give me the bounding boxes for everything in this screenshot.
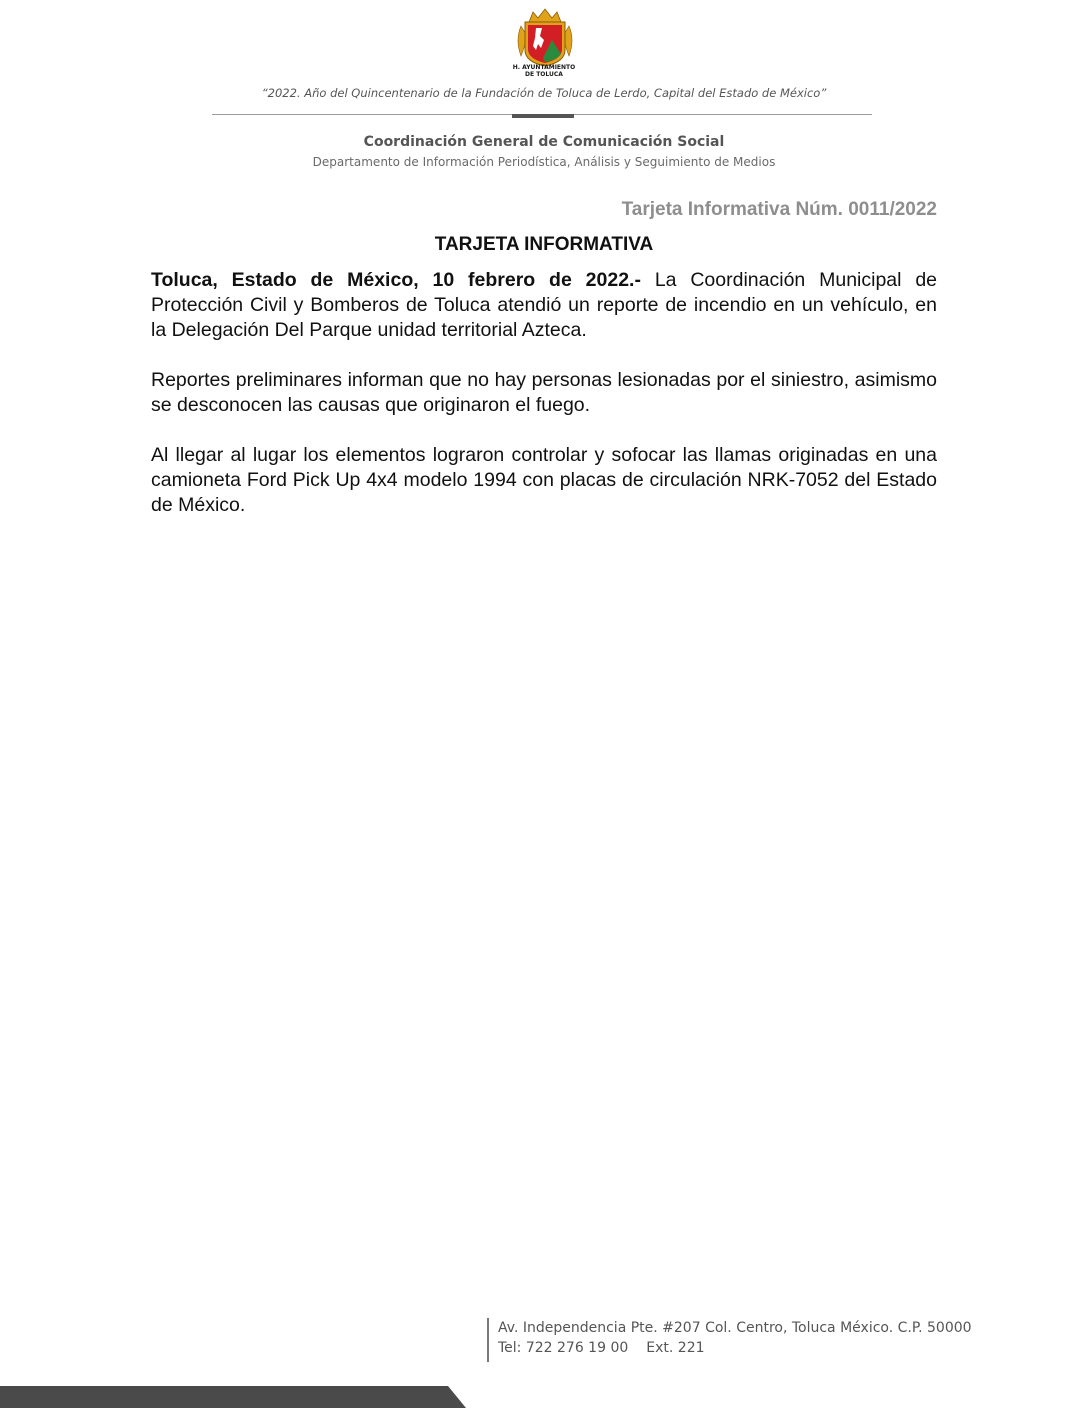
footer-band-shape [0, 1386, 466, 1408]
paragraph-2: Reportes preliminares informan que no hay personas lesionadas por el siniestro, asimismo se desconocen las causas que originaron el fuego. [151, 369, 937, 416]
logo-caption-line1: H. AYUNTAMIENTO [512, 64, 576, 71]
footer-extension: Ext. 221 [646, 1340, 705, 1356]
card-number: Tarjeta Informativa Núm. 0011/2022 [621, 199, 937, 220]
logo-caption-line2: DE TOLUCA [525, 71, 563, 78]
department-subtitle: Departamento de Información Periodística, Análisis y Seguimiento de Medios [312, 155, 776, 169]
footer-contact [498, 1340, 705, 1356]
logo-caption [494, 64, 594, 78]
department-title: Coordinación General de Comunicación Social [363, 134, 725, 150]
year-motto: “2022. Año del Quincentenario de la Fundación de Toluca de Lerdo, Capital del Estado de México” [261, 86, 827, 100]
header-divider-accent [512, 114, 574, 118]
paragraph-3: Al llegar al lugar los elementos lograron controlar y sofocar las llamas originadas en una camioneta Ford Pick Up 4x4 modelo 1994 con placas de circulación NRK-7052 del Estado de México. [151, 444, 937, 516]
document-title: TARJETA INFORMATIVA [434, 234, 654, 255]
logo-crown [529, 9, 561, 22]
footer-separator [487, 1318, 489, 1362]
document-body [151, 268, 937, 543]
footer-phone: Tel: 722 276 19 00 [498, 1340, 629, 1356]
paragraph-1-text: La Coordinación Municipal de Protección Civil y Bomberos de Toluca atendió un reporte de incendio en un vehículo, en la Delegación Del Parque unidad territorial Azteca. [151, 269, 938, 341]
dateline: Toluca, Estado de México, 10 febrero de 2022.- [151, 269, 641, 291]
footer-band [0, 1386, 1088, 1408]
footer-address: Av. Independencia Pte. #207 Col. Centro, Toluca México. C.P. 50000 [498, 1320, 972, 1336]
paragraph-1 [151, 268, 937, 343]
